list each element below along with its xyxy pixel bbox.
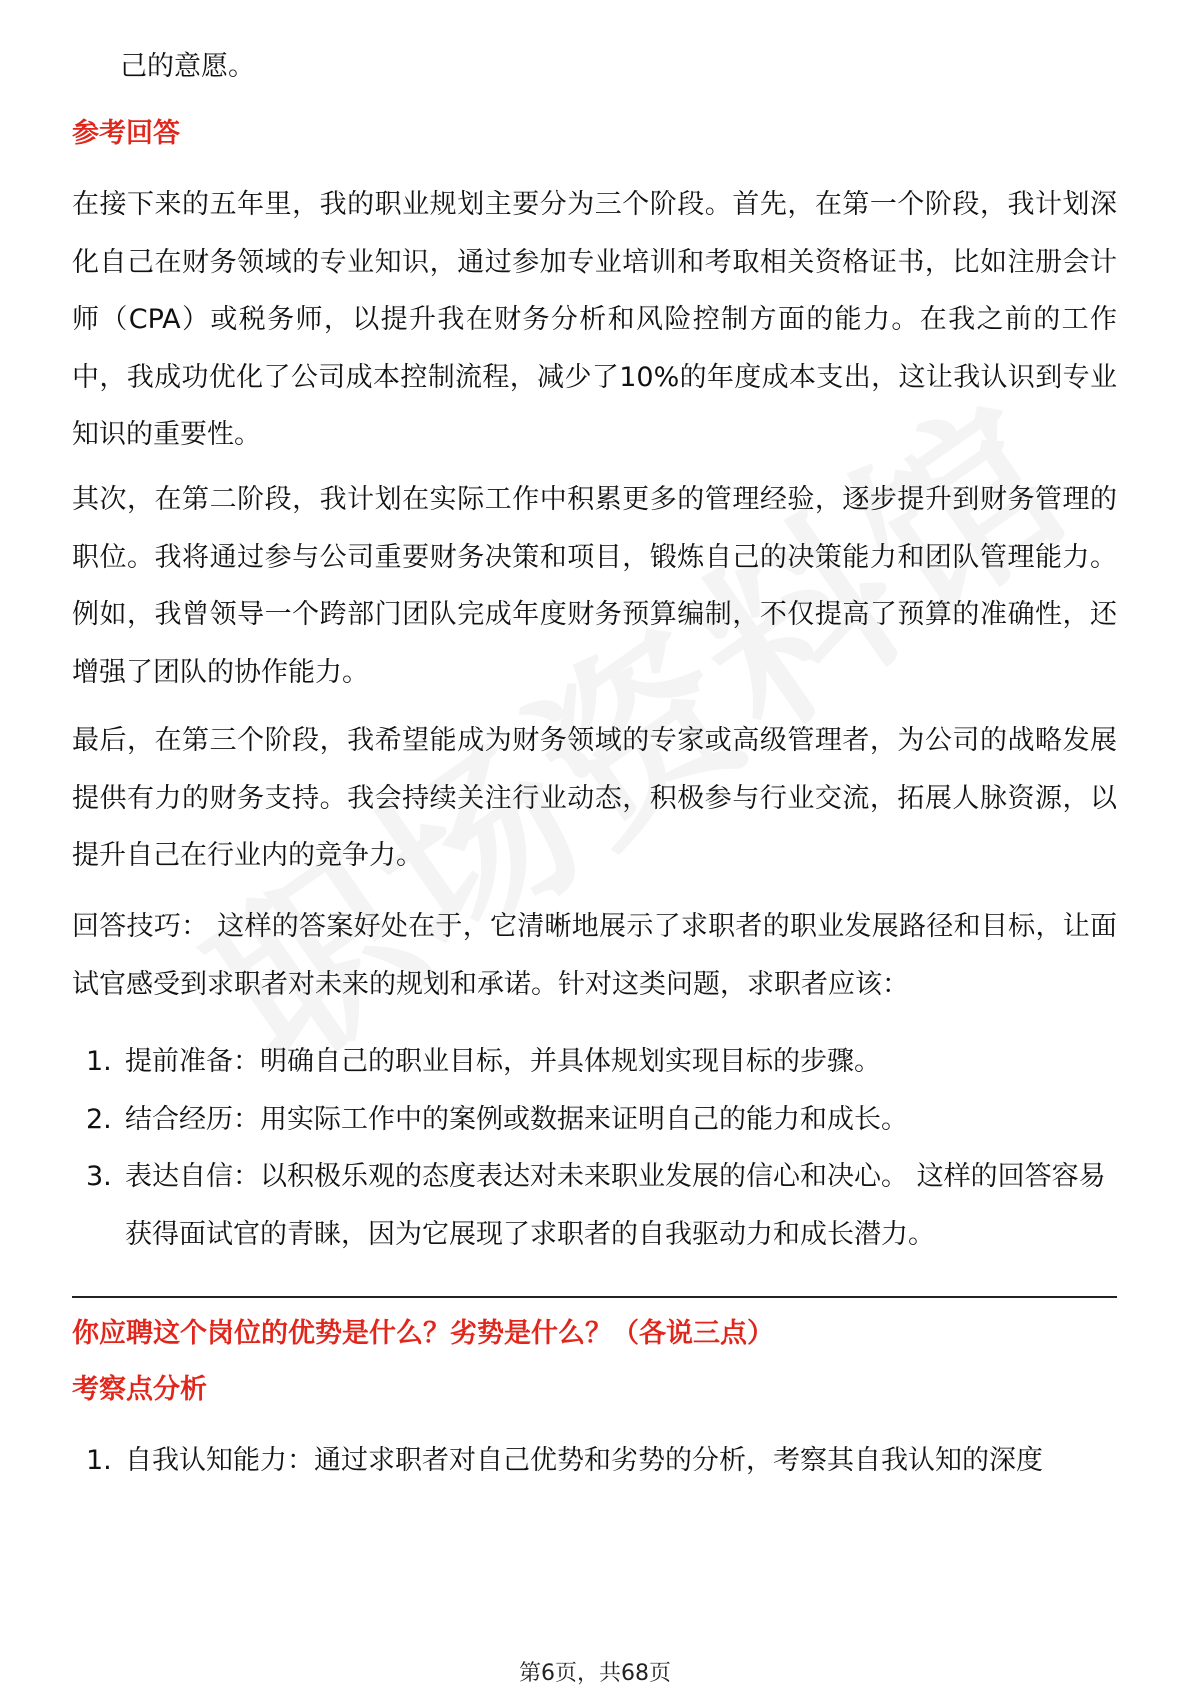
answer-tips-intro: 回答技巧： 这样的答案好处在于，它清晰地展示了求职者的职业发展路径和目标，让面试官感受到求职者对未来的规划和承诺。针对这类问题，求职者应该： bbox=[72, 911, 1117, 1000]
answer-paragraph-1: 在接下来的五年里，我的职业规划主要分为三个阶段。首先，在第一个阶段，我计划深化自己在财务领域的专业知识，通过参加专业培训和考取相关资格证书，比如注册会计师（CPA）或税务师，以提升我在财务分析和风险控制方面的能力。在我之前的工作中，我成功优化了公司成本控制流程，减少了10%的年度成本支出，这让我认识到专业知识的重要性。 bbox=[72, 189, 1117, 450]
list-number: 1. bbox=[86, 1445, 112, 1476]
list-text: 自我认知能力：通过求职者对自己优势和劣势的分析，考察其自我认知的深度 bbox=[125, 1445, 1043, 1476]
list-item bbox=[72, 1033, 1117, 1091]
list-number: 2. bbox=[86, 1103, 112, 1135]
answer-paragraph-3: 最后，在第三个阶段，我希望能成为财务领域的专家或高级管理者，为公司的战略发展提供有力的财务支持。我会持续关注行业动态，积极参与行业交流，拓展人脉资源，以提升自己在行业内的竞争力。 bbox=[72, 725, 1117, 871]
question-heading: 你应聘这个岗位的优势是什么？劣势是什么？（各说三点） bbox=[72, 1318, 774, 1349]
list-text: 提前准备：明确自己的职业目标，并具体规划实现目标的步骤。 bbox=[125, 1046, 881, 1077]
analysis-heading: 考察点分析 bbox=[72, 1374, 207, 1405]
section-divider bbox=[72, 1296, 1117, 1298]
list-item bbox=[72, 1432, 1117, 1490]
page-footer: 第6页，共68页 bbox=[519, 1661, 671, 1686]
list-item bbox=[72, 1148, 1117, 1263]
list-text: 表达自信：以积极乐观的态度表达对未来职业发展的信心和决心。 这样的回答容易获得面试官的青睐，因为它展现了求职者的自我驱动力和成长潜力。 bbox=[125, 1161, 1106, 1250]
answer-heading: 参考回答 bbox=[72, 118, 180, 149]
list-number: 1. bbox=[86, 1046, 112, 1077]
intro-tail: 己的意愿。 bbox=[120, 51, 255, 82]
list-text: 结合经历：用实际工作中的案例或数据来证明自己的能力和成长。 bbox=[125, 1103, 908, 1135]
analysis-list bbox=[72, 1432, 1117, 1490]
list-number: 3. bbox=[86, 1161, 112, 1192]
answer-paragraph-2: 其次，在第二阶段，我计划在实际工作中积累更多的管理经验，逐步提升到财务管理的职位。我将通过参与公司重要财务决策和项目，锻炼自己的决策能力和团队管理能力。例如，我曾领导一个跨部门团队完成年度财务预算编制，不仅提高了预算的准确性，还增强了团队的协作能力。 bbox=[72, 484, 1117, 688]
tips-list bbox=[72, 1033, 1117, 1263]
list-item bbox=[72, 1091, 1117, 1149]
